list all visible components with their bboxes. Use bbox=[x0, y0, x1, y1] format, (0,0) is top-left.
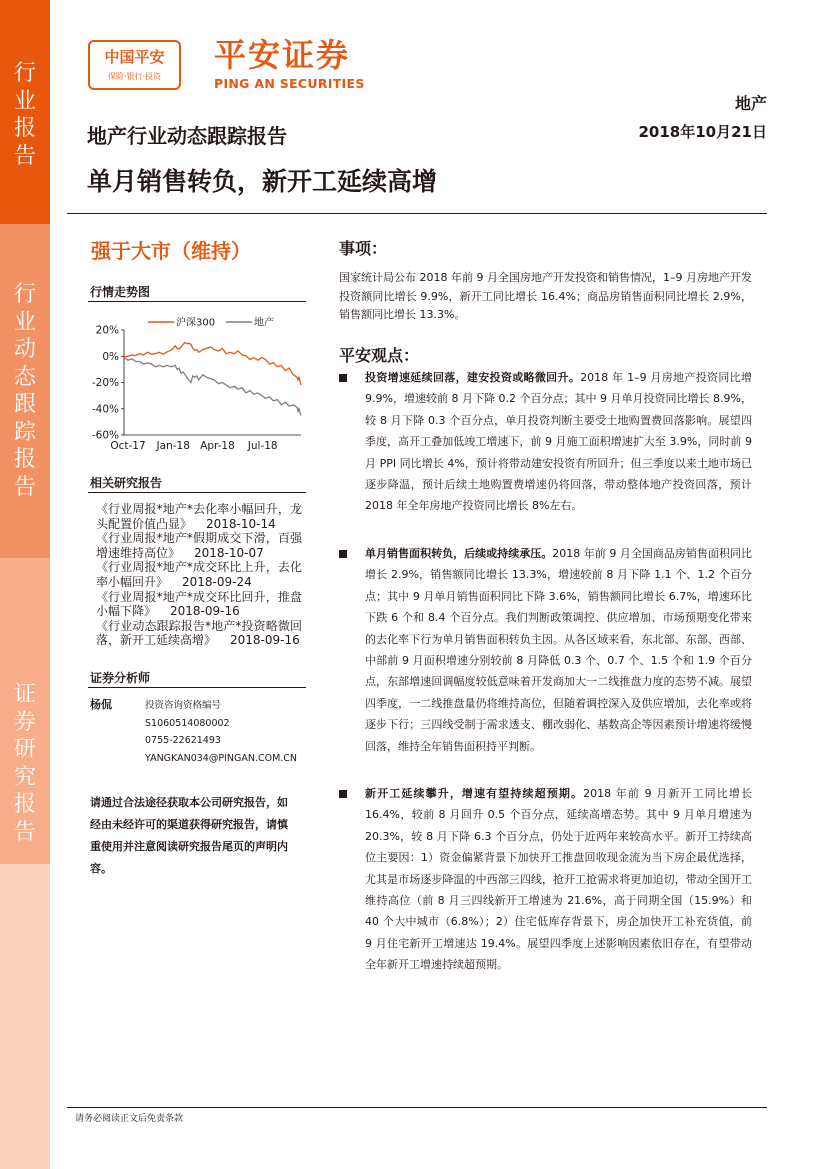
bullet-2 bbox=[339, 550, 347, 558]
sidebar-char: 跟 bbox=[13, 392, 36, 417]
y-tick-label: -40% bbox=[91, 403, 119, 416]
sidebar-block-bottom bbox=[0, 864, 50, 1169]
sidebar-char: 告 bbox=[13, 474, 36, 500]
sidebar-char: 行 bbox=[13, 282, 36, 307]
chart-title-divider bbox=[88, 301, 306, 302]
view-point-1-lead: 投资增速延续回落，建安投资或略微回升。 bbox=[365, 371, 581, 384]
view-point-2 bbox=[365, 543, 752, 757]
sidebar-char: 踪 bbox=[13, 419, 36, 445]
x-tick-label: Jul-18 bbox=[247, 440, 278, 452]
sidebar-char: 告 bbox=[13, 143, 36, 169]
related-report-title: 《行业周报*地产*去化率小幅回升，龙头配置价值凸显》 bbox=[96, 502, 302, 531]
related-report-item[interactable] bbox=[96, 560, 302, 589]
analyst-role: 投资咨询资格编号 bbox=[145, 700, 222, 711]
view-point-2-text: 2018 年前 9 月全国商品房销售面积同比增长 2.9%，销售额同比增长 13.3%，增速较前 8 月下降 1.1 个、1.2 个百分点；其中 9 月单月销售面积同比下降 3.6%，销售额同比增长 6.7%，增速环比下跌 6 个和 8.4 个百分点。我们判断政策调控、供应增加、市场预期变化带来的去化率下行为单月销售面积转负主因。从各区域来看，东北部、东部、西部、中部前 9 月面积增速分别较前 8 月降低 0.3 个、0.7 个、1.5 个和 1.9 个百分点，东部增速回调幅度较低意味着开发商加大一二线推盘力度的态势不减。展望四季度，一二线推盘量仍将维持高位，但随着调控深入及供应增加，去化率或将逐步下行；三四线受制于需求透支、棚改弱化、基数高企等因素预计增速将缓慢回落，维持全年销售面积持平判断。 bbox=[365, 547, 752, 753]
related-report-title: 《行业周报*地产*假期成交下滑，百强增速维持高位》 bbox=[96, 531, 302, 560]
series-line-realestate bbox=[124, 358, 301, 416]
related-report-item[interactable] bbox=[96, 502, 302, 531]
matter-title: 事项： bbox=[339, 239, 388, 258]
rating: 强于大市（维持） bbox=[91, 239, 251, 263]
sidebar-label-securities-research bbox=[0, 681, 50, 846]
sidebar-label-industry-report bbox=[0, 60, 50, 170]
analyst-email: YANGKAN034@PINGAN.COM.CN bbox=[145, 752, 298, 764]
sidebar-char: 态 bbox=[13, 364, 36, 390]
related-report-title: 《行业动态跟踪报告*地产*投资略微回落，新开工延续高增》 bbox=[96, 618, 302, 648]
report-type: 地产行业动态跟踪报告 bbox=[87, 124, 287, 148]
x-tick-label: Jan-18 bbox=[156, 440, 190, 452]
related-reports-list bbox=[96, 502, 302, 648]
related-report-date: 2018-10-14 bbox=[206, 516, 276, 531]
sidebar-char: 告 bbox=[13, 819, 36, 845]
view-point-1 bbox=[365, 367, 752, 517]
market-trend-chart bbox=[80, 310, 310, 458]
sidebar-char: 报 bbox=[13, 792, 36, 817]
y-tick-label: 20% bbox=[95, 324, 119, 337]
view-point-3-text: 2018 年前 9 月新开工同比增长 16.4%，较前 8 月回升 0.5 个百分点，延续高增态势。其中 9 月单月增速为 20.3%，较 8 月下降 6.3 个百分点，仍处于近两年来较高水平。新开工持续高位主要因：1）资金偏紧背景下加快开工推盘回收现金流为当下房企最优选择，尤其是市场逐步降温的中西部三四线，抢开工抢需求将更加迫切，带动全国开工维持高位（前 8 月三四线新开工增速为 21.6%，高于同期全国（15.9%）和 40 个大中城市（6.8%）；2）住宅低库存背景下，房企加快开工补充货值，前 9 月住宅新开工增速达 19.4%。展望四季度上述影响因素依旧存在，有望带动全年新开工增速持续超预期。 bbox=[365, 787, 752, 972]
y-tick-label: -60% bbox=[91, 429, 119, 442]
report-headline: 单月销售转负，新开工延续高增 bbox=[87, 167, 438, 196]
footer-disclaimer: 请务必阅读正文后免责条款 bbox=[75, 1114, 184, 1124]
legal-notice: 请通过合法途径获取本公司研究报告，如经由未经许可的渠道获得研究报告，请慎重使用并注意阅读研究报告尾页的声明内容。 bbox=[90, 796, 288, 875]
y-tick-label: -20% bbox=[91, 377, 119, 389]
report-date: 2018年10月21日 bbox=[638, 123, 767, 141]
related-report-title: 《行业周报*地产*成交环比回升，推盘小幅下降》 bbox=[96, 589, 302, 619]
bullet-3 bbox=[339, 790, 347, 798]
sidebar-char: 证 bbox=[13, 682, 36, 707]
legend-label: 地产 bbox=[254, 317, 274, 329]
analyst-title: 证券分析师 bbox=[90, 671, 151, 685]
chart-title: 行情走势图 bbox=[90, 285, 151, 299]
view-point-3 bbox=[365, 783, 752, 976]
analyst-phone: 0755-22621493 bbox=[145, 735, 221, 746]
matter-text: 国家统计局公布 2018 年前 9 月全国房地产开发投资和销售情况，1–9 月房地产开发投资额同比增长 9.9%，新开工同比增长 16.4%；商品房销售面积同比增长 2.9%，销售额同比增长 13.3%。 bbox=[339, 271, 752, 322]
analyst-license: S1060514080002 bbox=[145, 717, 230, 729]
legend-label: 沪深300 bbox=[176, 317, 216, 329]
view-point-1-text: 2018 年 1–9 月房地产投资同比增 9.9%，增速较前 8 月下降 0.2 个百分点；其中 9 月单月投资同比增长 8.9%，较 8 月下降 0.3 个百分点，单月投资判断主要受土地购置费回落影响。展望四季度，高开工叠加低竣工增速下，前 9 月施工面积增速扩大至 3.9%，同时前 9 月 PPI 同比增长 4%，预计将带动建安投资有所回升；但三季度以来土地市场已逐步降温，预计后续土地购置费增速仍将回落，带动整体地产投资回落，预计 2018 年全年房地产投资同比增长 8%左右。 bbox=[365, 371, 752, 513]
related-report-date: 2018-09-24 bbox=[182, 574, 252, 589]
analyst-info bbox=[145, 697, 297, 767]
sidebar-char: 动 bbox=[13, 337, 36, 362]
x-tick-label: Apr-18 bbox=[200, 440, 235, 452]
sidebar-char: 报 bbox=[13, 116, 36, 141]
bullet-1 bbox=[339, 374, 347, 382]
y-tick-label: 0% bbox=[102, 350, 119, 363]
related-report-date: 2018-09-16 bbox=[230, 633, 300, 648]
related-reports-title: 相关研究报告 bbox=[90, 476, 163, 490]
related-report-item[interactable] bbox=[96, 531, 302, 560]
related-report-date: 2018-09-16 bbox=[170, 604, 240, 619]
pingan-securities-logo-en: PING AN SECURITIES bbox=[214, 76, 365, 91]
related-report-title: 《行业周报*地产*成交环比上升，去化率小幅回升》 bbox=[96, 560, 302, 589]
sidebar-char: 研 bbox=[13, 737, 36, 762]
analyst-name: 杨侃 bbox=[90, 698, 112, 711]
view-point-2-lead: 单月销售面积转负，后续或持续承压。 bbox=[365, 547, 553, 560]
x-tick-label: Oct-17 bbox=[110, 440, 146, 452]
sidebar-char: 行 bbox=[13, 61, 36, 86]
header-divider bbox=[67, 213, 767, 214]
related-reports-divider bbox=[88, 492, 306, 493]
sidebar-char: 业 bbox=[13, 88, 36, 114]
analyst-divider bbox=[88, 687, 306, 688]
sidebar-char: 券 bbox=[13, 709, 36, 735]
sidebar-char: 业 bbox=[13, 309, 36, 335]
sidebar-label-dynamic-report bbox=[0, 281, 50, 501]
related-report-item[interactable] bbox=[96, 590, 302, 619]
related-report-item[interactable] bbox=[96, 619, 302, 648]
footer-divider bbox=[67, 1107, 767, 1108]
sidebar-char: 究 bbox=[13, 764, 36, 790]
sector-label: 地产 bbox=[734, 94, 767, 113]
pingan-securities-logo-cn: 平安证券 bbox=[214, 36, 351, 74]
sidebar-char: 报 bbox=[13, 447, 36, 472]
pingan-group-logo: 中国平安 保险·银行·投资 bbox=[88, 40, 181, 90]
view-title: 平安观点： bbox=[339, 346, 420, 365]
related-report-date: 2018-10-07 bbox=[194, 545, 264, 560]
view-point-3-lead: 新开工延续攀升，增速有望持续超预期。 bbox=[365, 787, 584, 800]
